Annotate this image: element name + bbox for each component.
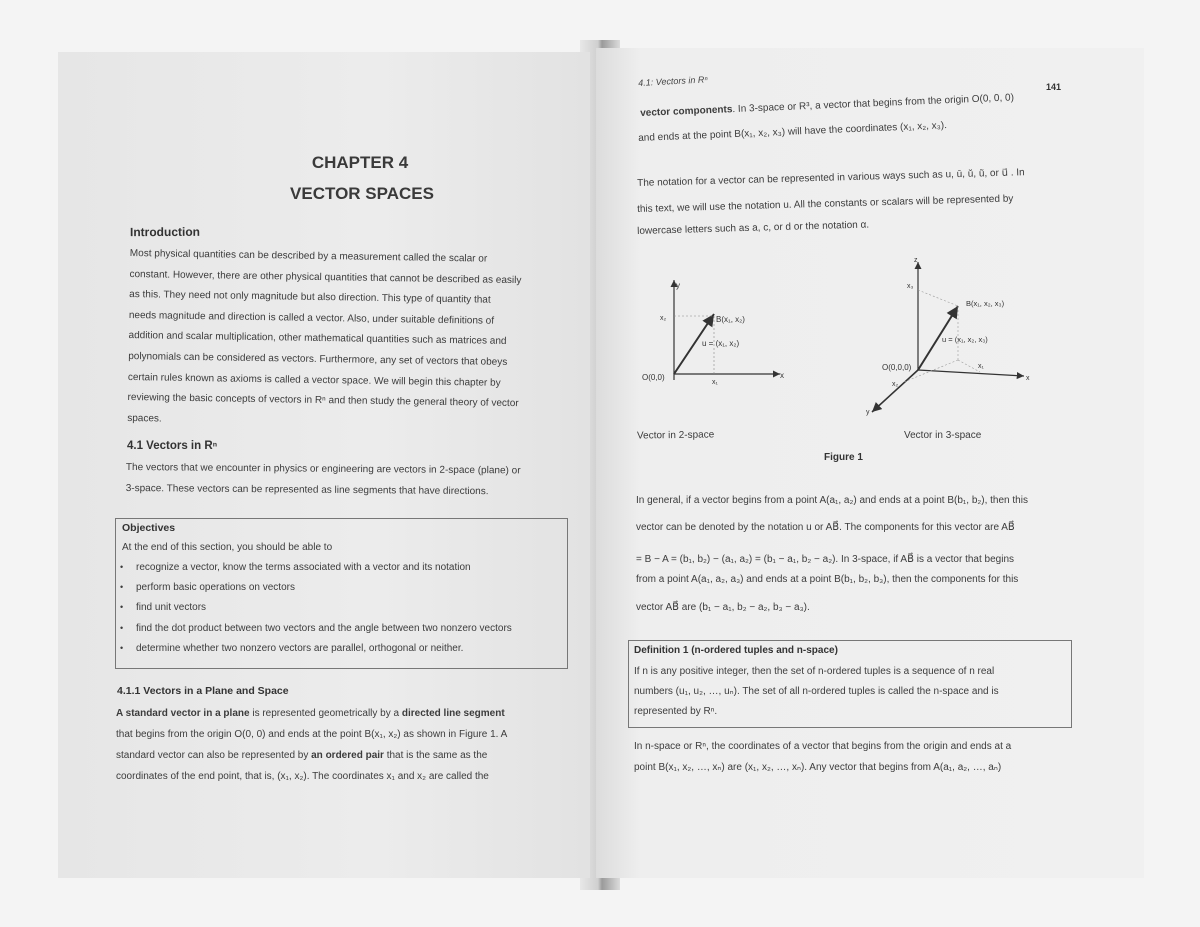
label-x3: x₃ xyxy=(907,283,914,290)
top-line: vector components. In 3-space or R³, a vector that begins from the origin O(0, 0, 0) xyxy=(640,92,1015,119)
figure-label-3d: Vector in 3-space xyxy=(904,430,982,441)
intro-line: polynomials can be considered as vectors. Furthermore, any set of vectors that obeys xyxy=(128,350,508,368)
bullet: • xyxy=(120,643,124,653)
notation-line: this text, we will use the notation u. All the constants or scalars will be represented by xyxy=(637,193,1014,215)
label-x2: x₂ xyxy=(892,381,899,388)
intro-line: needs magnitude and direction is called a vector. Also, under suitable definitions of xyxy=(128,309,495,327)
bullet: • xyxy=(120,582,124,592)
general-line: vector AB⃗ are (b₁ − a₁, b₂ − a₂, b₃ − a₃). xyxy=(636,602,810,613)
section-line: The vectors that we encounter in physics or engineering are vectors in 2-space (plane) or xyxy=(125,461,521,477)
label-x: x xyxy=(1026,375,1030,382)
definition-line: numbers (u₁, u₂, …, uₙ). The set of all n-ordered tuples is called the n-space and is xyxy=(634,686,999,697)
label-x: x xyxy=(780,371,784,380)
top-line: and ends at the point B(x₁, x₂, x₃) will have the coordinates (x₁, x₂, x₃). xyxy=(638,120,948,144)
running-header: 4.1: Vectors in Rⁿ xyxy=(638,74,708,88)
label-point-b: B(x₁, x₂) xyxy=(716,315,745,324)
figure-3d xyxy=(866,257,1030,416)
section-heading: 4.1 Vectors in Rⁿ xyxy=(127,440,218,452)
general-line: = B − A = (b₁, b₂) − (a₁, a₂) = (b₁ − a₁, b₂ − a₂). In 3-space, if AB⃗ is a vector that begins xyxy=(636,554,1015,565)
definition-line: If n is any positive integer, then the set of n-ordered tuples is a sequence of n real xyxy=(634,666,995,677)
notation-line: lowercase letters such as a, c, or d or the notation α. xyxy=(637,219,870,237)
intro-paragraph xyxy=(127,244,522,435)
subsection-line: that begins from the origin O(0, 0) and ends at the point B(x₁, x₂) as shown in Figure 1. A xyxy=(116,729,508,740)
subsection-line: coordinates of the end point, that is, (x₁, x₂). The coordinates x₁ and x₂ are called the xyxy=(116,771,489,782)
intro-line: addition and scalar multiplication, other mathematical quantities such as matrices and xyxy=(128,330,507,348)
bullet: • xyxy=(120,623,124,633)
intro-line: spaces. xyxy=(127,412,162,425)
subsection-heading: 4.1.1 Vectors in a Plane and Space xyxy=(117,685,289,697)
bullet: • xyxy=(120,562,124,572)
definition-line: represented by Rⁿ. xyxy=(634,706,718,717)
intro-line: Most physical quantities can be described by a measurement called the scalar or xyxy=(129,247,488,265)
label-x1: x₁ xyxy=(978,363,984,370)
figure-2d xyxy=(642,280,784,386)
definition-title: Definition 1 (n-ordered tuples and n-space) xyxy=(634,645,838,656)
chapter-number: CHAPTER 4 xyxy=(311,153,409,172)
label-x1: x₁ xyxy=(712,379,718,386)
label-y: y xyxy=(866,409,870,416)
subsection-line: standard vector can also be represented by an ordered pair that is the same as the xyxy=(116,750,488,761)
intro-line: constant. However, there are other physical quantities that cannot be described as easily xyxy=(129,268,522,286)
notation-line: The notation for a vector can be represented in various ways such as u, ū, ŭ, ũ, or u⃗ . In xyxy=(637,167,1025,189)
subsection-line: A standard vector in a plane is represented geometrically by a directed line segment xyxy=(116,708,505,719)
intro-line: as this. They need not only magnitude but also direction. This type of quantity that xyxy=(129,289,491,306)
figure-1 xyxy=(620,250,1080,430)
objective-item: • determine whether two nonzero vectors are parallel, orthogonal or neither. xyxy=(120,643,464,654)
intro-heading: Introduction xyxy=(129,224,201,240)
bottom-line: point B(x₁, x₂, …, xₙ) are (x₁, x₂, …, xₙ). Any vector that begins from A(a₁, a₂, …, aₙ) xyxy=(634,762,1002,773)
label-vector-u: u = (x₁, x₂) xyxy=(702,339,740,348)
chapter-title: VECTOR SPACES xyxy=(290,184,434,203)
section-line: 3-space. These vectors can be represented as line segments that have directions. xyxy=(125,482,489,497)
objective-item: • find unit vectors xyxy=(120,602,207,613)
general-line: vector can be denoted by the notation u or AB⃗. The components for this vector are AB⃗ xyxy=(636,522,1015,533)
objectives-title: Objectives xyxy=(122,522,176,534)
objectives-lead: At the end of this section, you should be able to xyxy=(122,542,333,553)
objective-item: • recognize a vector, know the terms associated with a vector and its notation xyxy=(120,562,471,573)
label-vector-u: u = (x₁, x₂, x₃) xyxy=(942,335,988,344)
objective-item: • perform basic operations on vectors xyxy=(120,582,295,593)
figure-label-2d: Vector in 2-space xyxy=(636,429,715,442)
label-y: y xyxy=(676,281,680,290)
label-origin: O(0,0,0) xyxy=(882,363,912,372)
general-line: from a point A(a₁, a₂, a₃) and ends at a point B(b₁, b₂, b₃), then the components for this xyxy=(636,574,1019,585)
objective-item: • find the dot product between two vectors and the angle between two nonzero vectors xyxy=(120,623,512,634)
label-x2: x₂ xyxy=(660,315,667,322)
intro-line: certain rules known as axioms is called a vector space. We will begin this chapter by xyxy=(127,371,501,389)
general-line: In general, if a vector begins from a point A(a₁, a₂) and ends at a point B(b₁, b₂), then this xyxy=(636,495,1028,506)
bottom-line: In n-space or Rⁿ, the coordinates of a vector that begins from the origin and ends at a xyxy=(634,741,1012,752)
figure-caption: Figure 1 xyxy=(824,452,863,463)
page-number: 141 xyxy=(1046,82,1062,92)
label-point-b: B(x₁, x₂, x₃) xyxy=(966,299,1005,308)
intro-line: reviewing the basic concepts of vectors in Rⁿ and then study the general theory of vector xyxy=(127,392,519,410)
section-paragraph xyxy=(126,458,521,503)
bullet: • xyxy=(120,602,124,612)
label-origin: O(0,0) xyxy=(642,373,665,382)
label-z: z xyxy=(914,257,918,264)
